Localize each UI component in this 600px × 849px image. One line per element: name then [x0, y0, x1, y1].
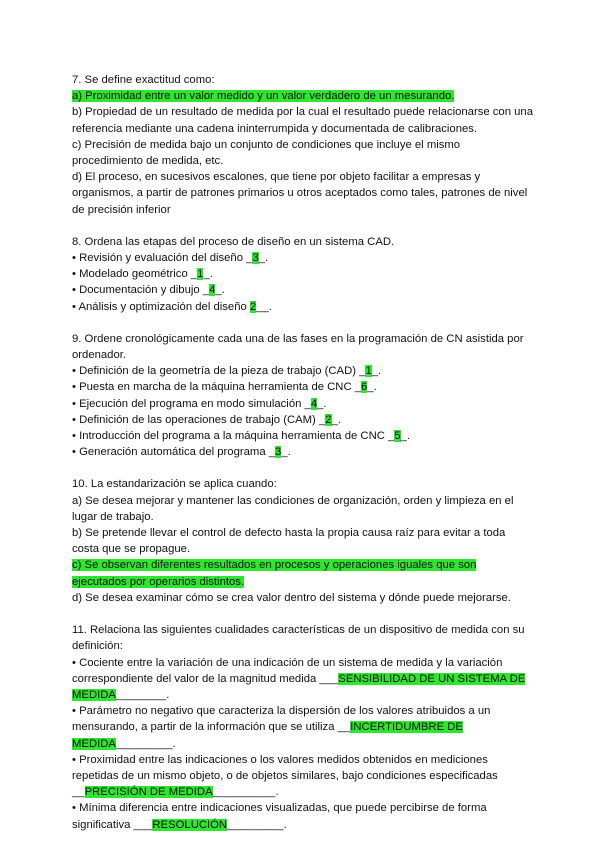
- question-7: [72, 72, 534, 218]
- list-item: • Proximidad entre las indicaciones o los valores medidos obtenidos en mediciones repetidas de un mismo objeto, o de objetos similares, bajo condiciones especificadas __PRECISIÓN DE MEDIDA__________.: [72, 753, 498, 799]
- question-10-title: 10. La estandarización se aplica cuando:: [72, 478, 277, 491]
- list-item: • Introducción del programa a la máquina herramienta de CNC _5_.: [72, 430, 411, 443]
- question-7-option-b: b) Propiedad de un resultado de medida por la cual el resultado puede relacionarse con una referencia mediante una cadena ininterrumpida y documentada de calibraciones.: [72, 106, 533, 135]
- list-item: • Parámetro no negativo que caracteriza la dispersión de los valores atribuidos a un mensurando, a partir de la información que se utiliza __INCERTIDUMBRE DE MEDIDA_________.: [72, 705, 491, 750]
- question-11: [72, 622, 534, 833]
- answer-highlight: 2: [325, 413, 332, 426]
- list-item: • Definición de la geometría de la pieza de trabajo (CAD) _1_.: [72, 365, 382, 378]
- answer-highlight: 4: [310, 397, 318, 410]
- list-item: • Modelado geométrico _1_.: [72, 268, 213, 281]
- answer-highlight: 5: [394, 430, 401, 443]
- question-7-title: 7. Se define exactitud como:: [72, 74, 215, 86]
- answer-highlight: 6: [361, 381, 368, 394]
- list-item: • Cociente entre la variación de una indicación de un sistema de medida y la variación correspondiente del valor de la magnitud medida ___SENSIBILIDAD DE UN SISTEMA DE MEDIDA________.: [72, 656, 526, 701]
- list-item: • Ejecución del programa en modo simulación _4_.: [72, 397, 327, 410]
- answer-highlight: SENSIBILIDAD DE UN SISTEMA DE MEDIDA: [72, 672, 526, 701]
- question-10-option-a: a) Se desea mejorar y mantener las condiciones de organización, orden y limpieza en el lugar de trabajo.: [72, 494, 514, 523]
- list-item: • Mínima diferencia entre indicaciones visualizadas, que puede percibirse de forma significativa ___RESOLUCIÓN_________.: [72, 802, 487, 831]
- answer-highlight: 1: [365, 365, 372, 378]
- answer-highlight: PRECISIÓN DE MEDIDA: [84, 786, 213, 799]
- list-item: • Revisión y evaluación del diseño _3_.: [72, 252, 269, 265]
- answer-highlight: 4: [209, 284, 216, 297]
- list-item: • Generación automática del programa _3_.: [72, 446, 291, 459]
- question-11-title: 11. Relaciona las siguientes cualidades características de un dispositivo de medida con su definición:: [72, 624, 525, 653]
- question-10-option-d: d) Se desea examinar cómo se crea valor dentro del sistema y dónde puede mejorarse.: [72, 591, 511, 604]
- question-7-option-a: a) Proximidad entre un valor medido y un valor verdadero de un mesurando.: [72, 90, 455, 103]
- question-10-option-b: b) Se pretende llevar el control de defecto hasta la propia causa raíz para evitar a toda costa que se propague.: [72, 527, 506, 556]
- question-7-option-d: d) El proceso, en sucesivos escalones, que tiene por objeto facilitar a empresas y organismos, a partir de patrones primarios u otros aceptados como tales, patrones de nivel de precisión inferior: [72, 171, 528, 216]
- answer-highlight: RESOLUCIÓN: [152, 818, 228, 831]
- answer-highlight: 2: [249, 300, 257, 313]
- list-item: • Puesta en marcha de la máquina herramienta de CNC _6_.: [72, 381, 377, 394]
- question-9: [72, 331, 534, 461]
- list-item: • Documentación y dibujo _4_.: [72, 284, 225, 297]
- answer-highlight: 1: [197, 268, 204, 281]
- question-8: [72, 234, 534, 315]
- question-8-title: 8. Ordena las etapas del proceso de diseño en un sistema CAD.: [72, 235, 395, 248]
- answer-highlight: 3: [252, 252, 259, 265]
- question-9-title: 9. Ordene cronológicamente cada una de las fases en la programación de CN asistida por ordenador.: [72, 332, 524, 362]
- question-10-option-c: c) Se observan diferentes resultados en procesos y operaciones iguales que son ejecutados por operarios distintos.: [72, 559, 477, 588]
- answer-highlight: INCERTIDUMBRE DE MEDIDA: [72, 721, 463, 750]
- list-item: • Análisis y optimización del diseño 2__.: [72, 300, 272, 313]
- question-7-option-c: c) Precisión de medida bajo un conjunto de condiciones que incluye el mismo procedimiento de medida, etc.: [72, 138, 461, 168]
- question-10: [72, 476, 534, 606]
- answer-highlight: 3: [275, 446, 282, 459]
- list-item: • Definición de las operaciones de trabajo (CAM) _2_.: [72, 413, 341, 426]
- document-page: [72, 72, 534, 849]
